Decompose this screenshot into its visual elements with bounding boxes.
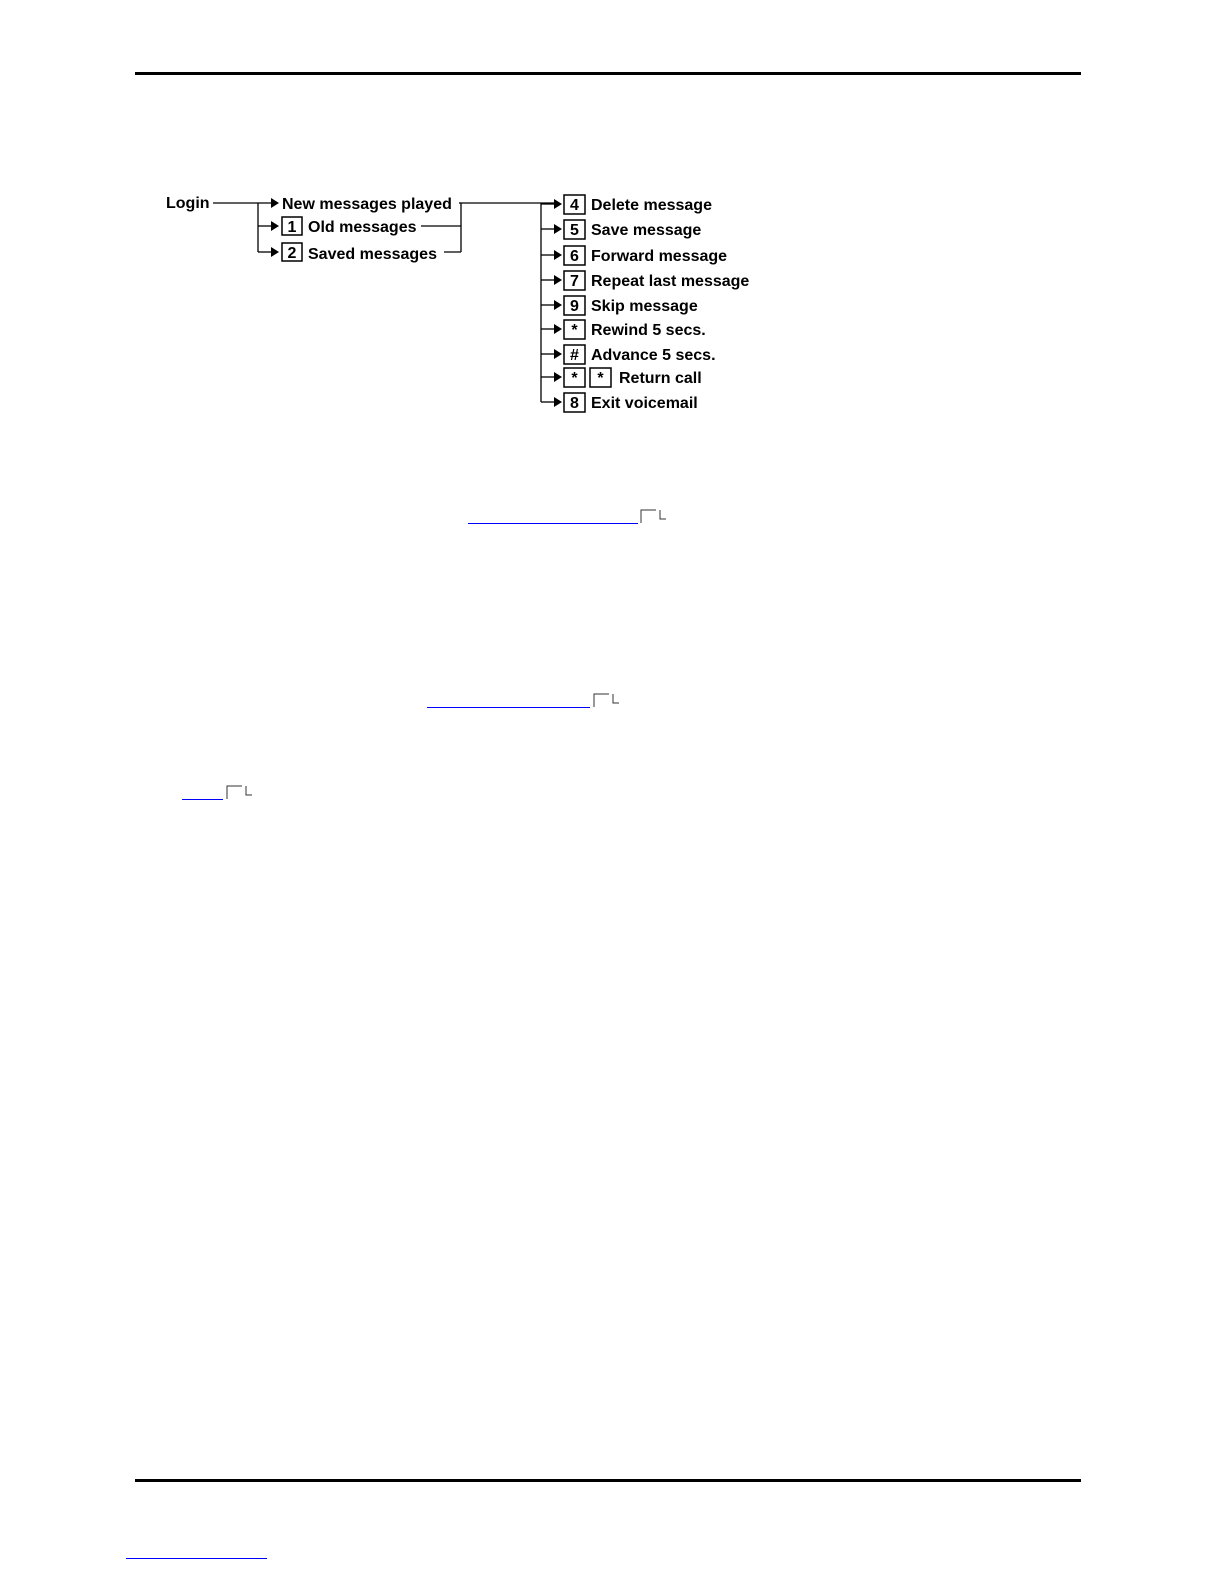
action-item <box>541 368 702 387</box>
login-connectors <box>213 203 272 252</box>
action-item <box>541 195 712 214</box>
cross-reference-link[interactable] <box>468 523 638 524</box>
key-digit: * <box>571 322 578 339</box>
action-label: Save message <box>591 222 702 239</box>
action-item <box>541 246 727 265</box>
key-digit: * <box>597 370 604 387</box>
key-digit: 9 <box>570 298 579 315</box>
key-digit: 6 <box>570 248 579 265</box>
source-connectors <box>421 203 555 402</box>
arrow-icon <box>554 250 562 260</box>
footer-link[interactable] <box>126 1558 267 1559</box>
key-digit: 2 <box>287 245 297 262</box>
arrow-icon <box>554 199 562 209</box>
action-label: Forward message <box>591 248 728 265</box>
source-item-new <box>282 196 452 213</box>
arrow-icon <box>554 275 562 285</box>
key-digit: 5 <box>570 222 579 239</box>
action-label: Return call <box>619 370 702 387</box>
source-label: New messages played <box>282 196 452 213</box>
login-arrowheads <box>271 198 279 257</box>
source-label: Saved messages <box>308 246 437 263</box>
action-label: Rewind 5 secs. <box>591 322 706 339</box>
action-label: Exit voicemail <box>591 395 698 412</box>
source-label: Old messages <box>308 219 417 236</box>
action-label: Advance 5 secs. <box>591 347 716 364</box>
action-item <box>541 320 706 339</box>
page-reference-icon <box>640 509 666 523</box>
action-label: Delete message <box>591 197 712 214</box>
arrow-icon <box>554 324 562 334</box>
cross-reference-link[interactable] <box>182 799 223 800</box>
key-digit: 8 <box>570 395 579 412</box>
action-label: Repeat last message <box>591 273 750 290</box>
action-item <box>541 296 698 315</box>
action-item <box>541 271 749 290</box>
footer-rule <box>135 1479 1081 1482</box>
action-item <box>541 220 701 239</box>
key-digit: 4 <box>570 197 579 214</box>
arrow-icon <box>554 224 562 234</box>
page-reference-icon <box>226 785 252 799</box>
arrow-icon <box>554 300 562 310</box>
key-digit: 7 <box>570 273 579 290</box>
action-list <box>541 195 749 412</box>
action-label: Skip message <box>591 298 698 315</box>
page-reference-icon <box>593 693 619 707</box>
source-item-saved <box>282 243 437 263</box>
action-item <box>541 345 716 364</box>
cross-reference-link[interactable] <box>427 707 590 708</box>
key-digit: # <box>570 347 579 364</box>
voicemail-flow-diagram <box>0 0 1224 440</box>
arrow-icon <box>554 349 562 359</box>
action-item <box>541 393 698 412</box>
arrow-icon <box>554 397 562 407</box>
key-digit: 1 <box>287 219 297 236</box>
source-item-old <box>282 217 417 236</box>
arrow-icon <box>554 372 562 382</box>
login-label: Login <box>166 195 210 212</box>
key-digit: * <box>571 370 578 387</box>
